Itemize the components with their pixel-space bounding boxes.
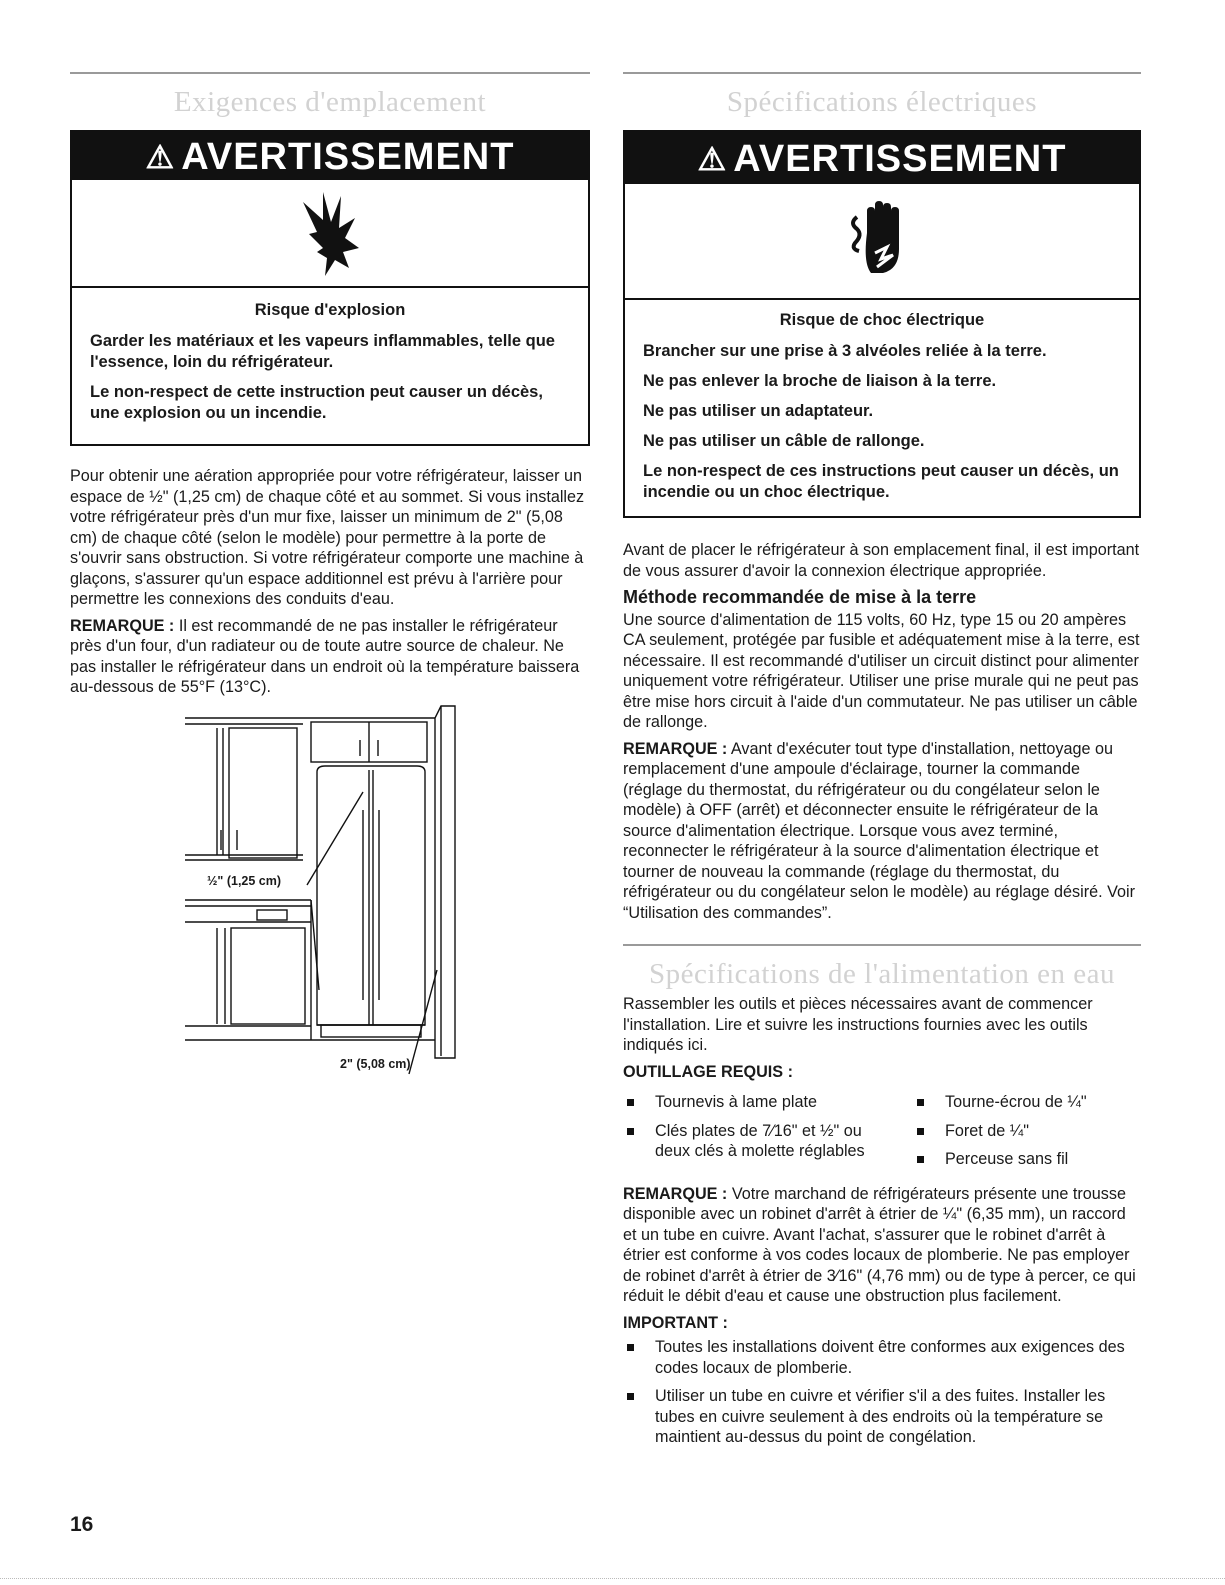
explosion-warning-text [72, 288, 588, 424]
list-item: Utiliser un tube en cuivre et vérifier s'il a des fuites. Installer les tubes en cuivre seulement à des endroits où la température se maintient au-dessus du point de congélation. [623, 1386, 1141, 1448]
list-item: Toutes les installations doivent être conformes aux exigences des codes locaux de plomberie. [623, 1337, 1141, 1378]
electrical-note: REMARQUE : Avant d'exécuter tout type d'installation, nettoyage ou remplacement d'une ampoule d'éclairage, tourner la commande (réglage du thermostat, du réfrigérateur ou du congélateur selon le modèle) à OFF (arrêt) et déconnecter ensuite le réfrigérateur de la source d'alimentation électrique. Lorsque vous avez terminé, reconnecter le réfrigérateur à la source d'alimentation électrique et tourner de nouveau la commande (réglage du thermostat, du réfrigérateur ou du congélateur selon le modèle) au réglage désiré. Voir “Utilisation des commandes”. [623, 739, 1136, 922]
list-item: Foret de ¼" [913, 1121, 1141, 1142]
tools-list [623, 1088, 1141, 1178]
location-text [70, 466, 590, 704]
risk-title: Risque de choc électrique [779, 311, 985, 329]
electric-warning-box [623, 130, 1141, 518]
clearance-label-two-inch: 2" (5,08 cm) [340, 1057, 411, 1071]
warning-triangle-icon: ⚠ [145, 139, 176, 175]
risk-title: Risque d'explosion [254, 301, 406, 319]
left-top-rule [70, 72, 590, 74]
grounding-text: Une source d'alimentation de 115 volts, 60 Hz, type 15 ou 20 ampères CA seulement, protégée par fusible et adéquatement mise à la terre, est nécessaire. Il est recommandé d'utiliser un circuit distinct pour alimenter uniquement votre réfrigérateur. Utiliser une prise murale qui ne peut pas être mise hors circuit à l'aide d'un commutateur. Ne pas utiliser un câble de rallonge. [623, 610, 1140, 731]
location-paragraph: Pour obtenir une aération appropriée pour votre réfrigérateur, laisser un espace de ½" (1,25 cm) de chaque côté et au sommet. Si vous installez votre réfrigérateur près d'un mur fixe, laisser un minimum de 2" (5,08 cm) de chaque côté (selon le modèle) pour permettre à la porte de s'ouvrir sans obstruction. Si votre réfrigérateur comporte une machine à glaçons, s'assurer qu'un espace additionnel est prévu à l'arrière pour permettre les connexions des conduits d'eau. [70, 467, 585, 608]
fridge-clearance-figure [185, 700, 485, 1080]
grounding-title: Méthode recommandée de mise à la terre [623, 587, 977, 607]
bottom-edge [0, 1578, 1225, 1580]
warning-line: Brancher sur une prise à 3 alvéoles reliée à la terre. [643, 342, 1047, 360]
water-text [623, 994, 1141, 1456]
tools-column-2 [913, 1092, 1141, 1178]
warning-line: Ne pas utiliser un adaptateur. [643, 402, 874, 420]
important-list [623, 1337, 1141, 1448]
warning-header: ⚠ AVERTISSEMENT [72, 132, 588, 180]
explosion-icon [72, 180, 588, 288]
tools-title: OUTILLAGE REQUIS : [623, 1062, 793, 1081]
warning-header: ⚠ AVERTISSEMENT [625, 132, 1139, 184]
warning-line: Le non-respect de cette instruction peut causer un décès, une explosion ou un incendie. [90, 383, 543, 422]
list-item: Perceuse sans fil [913, 1149, 1141, 1170]
warning-line: Garder les matériaux et les vapeurs inflammables, telle que l'essence, loin du réfrigérateur. [90, 332, 555, 371]
electric-warning-text [625, 300, 1139, 503]
important-title: IMPORTANT : [623, 1313, 728, 1332]
right-section-title: Spécifications électriques [726, 86, 1038, 118]
clearance-label-half-inch: ½" (1,25 cm) [207, 874, 282, 888]
warning-line: Ne pas enlever la broche de liaison à la terre. [643, 372, 997, 390]
warning-line: Ne pas utiliser un câble de rallonge. [643, 432, 925, 450]
explosion-warning-box [70, 130, 590, 446]
water-note: REMARQUE : Votre marchand de réfrigérateurs présente une trousse disponible avec un robinet d'arrêt à étrier de ¼" (6,35 mm), un raccord et un tube en cuivre. Avant l'achat, s'assurer que le robinet d'arrêt à étrier est conforme à vos codes locaux de plomberie. Ne pas employer de robinet d'arrêt à étrier de 3⁄16" (4,76 mm) ou de type à percer, ce qui réduit le débit d'eau et cause une obstruction plus facilement. [623, 1184, 1136, 1305]
location-note: REMARQUE : Il est recommandé de ne pas installer le réfrigérateur près d'un four, d'un radiateur ou de toute autre source de chaleur. Ne pas installer le réfrigérateur dans un endroit où la température baissera au-dessous de 55°F (13°C). [70, 616, 580, 696]
water-intro: Rassembler les outils et pièces nécessaires avant de commencer l'installation. Lire et suivre les instructions fournies avec les outils indiqués ici. [623, 995, 1093, 1054]
warning-triangle-icon: ⚠ [697, 141, 728, 177]
left-section-title: Exigences d'emplacement [173, 86, 487, 118]
list-item: Tourne-écrou de ¼" [913, 1092, 1141, 1113]
electrical-text [623, 540, 1141, 929]
electric-shock-icon [625, 184, 1139, 300]
list-item: Clés plates de 7⁄16" et ½" ou deux clés à molette réglables [623, 1121, 895, 1162]
water-section-title: Spécifications de l'alimentation en eau [648, 958, 1115, 990]
water-section-rule [623, 944, 1141, 946]
right-top-rule [623, 72, 1141, 74]
tools-column-1 [623, 1092, 913, 1178]
page-number: 16 [70, 1513, 94, 1536]
warning-line: Le non-respect de ces instructions peut causer un décès, un incendie ou un choc électrique. [643, 462, 1119, 501]
list-item: Tournevis à lame plate [623, 1092, 913, 1113]
electrical-intro: Avant de placer le réfrigérateur à son emplacement final, il est important de vous assurer d'avoir la connexion électrique appropriée. [623, 541, 1140, 580]
